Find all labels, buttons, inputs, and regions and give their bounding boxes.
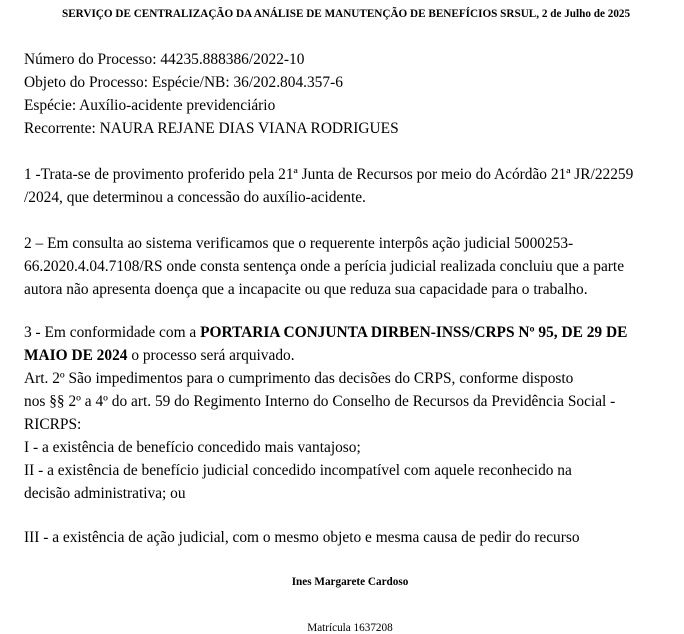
document-header: SERVIÇO DE CENTRALIZAÇÃO DA ANÁLISE DE MANUTENÇÃO DE BENEFÍCIOS SRSUL, 2 de Julho de 2025 xyxy=(62,8,631,20)
article-item-1: I - a existência de benefício concedido mais vantajoso; xyxy=(24,439,361,456)
paragraph-3-tail: o processo será arquivado. xyxy=(127,347,295,364)
article-line-1: Art. 2º São impedimentos para o cumprimento das decisões do CRPS, conforme disposto xyxy=(24,370,574,387)
process-number: Número do Processo: 44235.888386/2022-10 xyxy=(24,51,305,68)
paragraph-2-line-3: autora não apresenta doença que a incapacite ou que reduza sua capacidade para o trabalho. xyxy=(24,281,588,298)
process-appellant: Recorrente: NAURA REJANE DIAS VIANA RODRIGUES xyxy=(24,120,399,137)
portaria-title-part-1: PORTARIA CONJUNTA DIRBEN-INSS/CRPS Nº 95, DE 29 DE xyxy=(200,324,628,341)
paragraph-4 xyxy=(24,526,664,549)
paragraph-3-lead: 3 - Em conformidade com a xyxy=(24,324,201,341)
paragraph-2 xyxy=(24,232,664,301)
signatory-name: Ines Margarete Cardoso xyxy=(291,576,409,588)
article-item-3: III - a existência de ação judicial, com o mesmo objeto e mesma causa de pedir do recurso xyxy=(24,529,580,546)
paragraph-3-line-1 xyxy=(24,321,664,344)
portaria-title-part-2: MAIO DE 2024 xyxy=(24,347,128,364)
paragraph-2-line-2: 66.2020.4.04.7108/RS onde consta sentença onde a perícia judicial realizada concluiu que a parte xyxy=(24,258,625,275)
paragraph-1-line-2: /2024, que determinou a concessão do auxílio-acidente. xyxy=(24,189,366,206)
paragraph-2-line-1: 2 – Em consulta ao sistema verificamos que o requerente interpôs ação judicial 5000253- xyxy=(24,235,574,252)
article-item-2-line-1: II - a existência de benefício judicial concedido incompatível com aquele reconhecido na xyxy=(24,462,572,479)
paragraph-1-line-1: 1 -Trata-se de provimento proferido pela 21ª Junta de Recursos por meio do Acórdão 21ª JR/22259 xyxy=(24,166,634,183)
paragraph-1 xyxy=(24,163,664,209)
process-info xyxy=(24,48,664,140)
article-line-3: RICRPS: xyxy=(24,416,82,433)
paragraph-3 xyxy=(24,321,664,505)
article-item-2-line-2: decisão administrativa; ou xyxy=(24,485,186,502)
process-species: Espécie: Auxílio-acidente previdenciário xyxy=(24,97,276,114)
signatory-registration: Matrícula 1637208 xyxy=(307,622,393,634)
process-object: Objeto do Processo: Espécie/NB: 36/202.804.357-6 xyxy=(24,74,343,91)
article-line-2: nos §§ 2º a 4º do art. 59 do Regimento Interno do Conselho de Recursos da Previdência Social - xyxy=(24,393,616,410)
paragraph-3-line-2 xyxy=(24,344,664,367)
